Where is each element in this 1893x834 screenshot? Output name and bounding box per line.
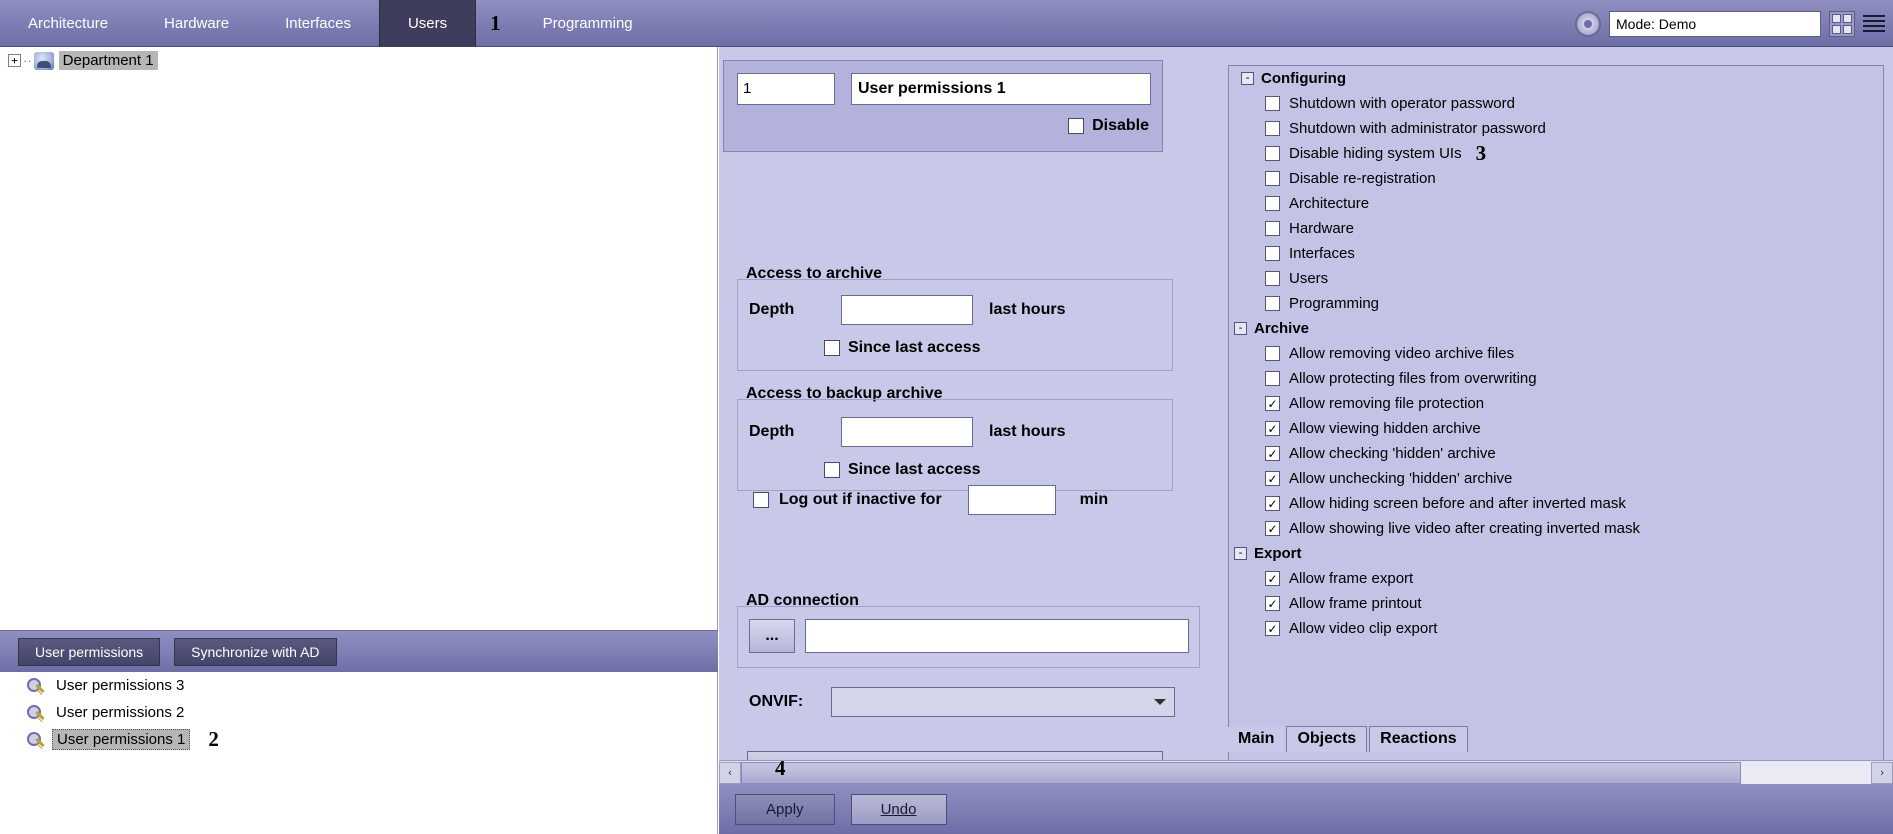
collapse-icon[interactable]: -: [1234, 322, 1247, 335]
collapse-icon[interactable]: -: [1241, 72, 1254, 85]
permission-label: Allow showing live video after creating inverted mask: [1289, 520, 1640, 537]
permission-checkbox[interactable]: [1265, 196, 1280, 211]
backup-depth-label: Depth: [749, 423, 795, 440]
permission-id-input[interactable]: 1: [737, 73, 835, 105]
list-item-label[interactable]: User permissions 2: [56, 704, 185, 721]
horizontal-scrollbar[interactable]: [719, 760, 1893, 784]
apply-button[interactable]: Apply: [735, 794, 835, 825]
permission-row[interactable]: [1229, 466, 1883, 491]
onvif-row: [749, 687, 1175, 717]
permission-checkbox[interactable]: [1265, 121, 1280, 136]
archive-depth-unit: last hours: [989, 301, 1066, 318]
gear-icon[interactable]: [1575, 11, 1601, 37]
permission-checkbox[interactable]: [1265, 246, 1280, 261]
ad-connection-row: [749, 619, 1189, 653]
permission-form-pane: [719, 47, 1219, 760]
tab-reactions[interactable]: Reactions: [1369, 726, 1467, 752]
permission-name-input[interactable]: User permissions 1: [851, 73, 1151, 105]
tab-objects[interactable]: Objects: [1286, 726, 1367, 752]
onvif-label: ONVIF:: [749, 693, 804, 710]
disable-label: Disable: [1092, 117, 1149, 134]
permission-checkbox[interactable]: [1265, 346, 1280, 361]
permission-tabs: [1228, 726, 1470, 752]
tree-item-label[interactable]: Department 1: [59, 51, 158, 70]
permission-checkbox[interactable]: ✓: [1265, 446, 1280, 461]
archive-depth-input[interactable]: [841, 295, 973, 325]
permission-label: Shutdown with operator password: [1289, 95, 1515, 112]
menu-item-architecture[interactable]: Architecture: [28, 15, 109, 32]
collapse-icon[interactable]: -: [1234, 547, 1247, 560]
permission-row[interactable]: [1229, 491, 1883, 516]
permission-checkbox[interactable]: [1265, 221, 1280, 236]
permission-checkbox[interactable]: [1265, 296, 1280, 311]
permissions-pane: [1219, 47, 1893, 760]
permission-label: Programming: [1289, 295, 1380, 312]
user-permissions-button[interactable]: User permissions: [18, 638, 160, 666]
permission-checkbox[interactable]: ✓: [1265, 521, 1280, 536]
permission-label: Allow video clip export: [1289, 620, 1438, 637]
permission-checkbox[interactable]: [1265, 371, 1280, 386]
grid-view-icon[interactable]: [1829, 11, 1855, 37]
expand-icon[interactable]: +: [8, 54, 21, 67]
synchronize-with-ad-button[interactable]: Synchronize with AD: [174, 638, 336, 666]
list-view-icon[interactable]: [1863, 11, 1885, 37]
permission-row[interactable]: [1229, 91, 1883, 116]
menu-item-hardware[interactable]: Hardware: [164, 15, 230, 32]
permission-label: Allow hiding screen before and after inverted mask: [1289, 495, 1626, 512]
ad-connection-title: AD connection: [746, 592, 859, 609]
section-title: Export: [1254, 545, 1302, 562]
mode-field[interactable]: Mode: Demo: [1609, 11, 1821, 37]
permission-checkbox[interactable]: ✓: [1265, 496, 1280, 511]
access-to-archive-title: Access to archive: [746, 265, 883, 282]
top-bar-right-controls: [1575, 0, 1893, 47]
permission-label: Allow removing file protection: [1289, 395, 1485, 412]
permission-checkbox[interactable]: ✓: [1265, 621, 1280, 636]
archive-depth-label: Depth: [749, 301, 795, 318]
permission-row[interactable]: [1229, 616, 1883, 641]
permissions-tree: [1228, 65, 1884, 761]
logout-inactive-checkbox[interactable]: [753, 492, 769, 508]
permission-row[interactable]: [1229, 591, 1883, 616]
permission-row[interactable]: [1229, 516, 1883, 541]
ad-path-input[interactable]: [805, 619, 1189, 653]
onvif-select[interactable]: [831, 687, 1175, 717]
permission-row[interactable]: [1229, 191, 1883, 216]
logout-inactive-label: Log out if inactive for: [779, 491, 942, 508]
section-title: Configuring: [1261, 70, 1346, 87]
backup-since-row: [824, 461, 981, 479]
permission-checkbox[interactable]: [1265, 96, 1280, 111]
user-permissions-list: [0, 672, 718, 834]
permission-row[interactable]: [1229, 566, 1883, 591]
permission-row[interactable]: [1229, 416, 1883, 441]
backup-since-last-access-label: Since last access: [848, 461, 981, 478]
permission-checkbox[interactable]: [1265, 271, 1280, 286]
list-item[interactable]: [0, 699, 717, 726]
permission-checkbox[interactable]: ✓: [1265, 596, 1280, 611]
archive-since-last-access-checkbox[interactable]: [824, 340, 840, 356]
permission-label: Allow viewing hidden archive: [1289, 420, 1481, 437]
access-to-backup-archive-title: Access to backup archive: [746, 385, 943, 402]
access-to-archive-group: [737, 279, 1173, 371]
permission-row[interactable]: [1229, 291, 1883, 316]
chevron-down-icon: [1154, 699, 1166, 705]
permission-row[interactable]: [1229, 266, 1883, 291]
scroll-right-arrow-icon[interactable]: ›: [1871, 762, 1893, 784]
bottom-action-bar: [719, 784, 1893, 834]
backup-since-last-access-checkbox[interactable]: [824, 462, 840, 478]
permission-label: Users: [1289, 270, 1329, 287]
permission-checkbox[interactable]: ✓: [1265, 571, 1280, 586]
permission-label: Disable re-registration: [1289, 170, 1436, 187]
permission-label: Interfaces: [1289, 245, 1355, 262]
permission-label: Disable hiding system UIs: [1289, 145, 1462, 162]
archive-since-row: [824, 339, 981, 357]
tab-main[interactable]: Main: [1228, 727, 1284, 752]
archive-since-last-access-label: Since last access: [848, 339, 981, 356]
permission-label: Allow protecting files from overwriting: [1289, 370, 1537, 387]
disable-row: [1068, 117, 1149, 135]
permission-checkbox[interactable]: [1265, 171, 1280, 186]
list-item-label[interactable]: User permissions 1: [52, 729, 190, 750]
undo-button-label: Undo: [880, 800, 917, 818]
tree-connector: ··: [23, 53, 32, 68]
callout-3: 3: [1475, 141, 1487, 165]
callout-2: 2: [208, 727, 219, 751]
menu-item-users[interactable]: Users: [379, 0, 476, 47]
backup-depth-input[interactable]: [841, 417, 973, 447]
tree-action-bar: [0, 630, 718, 672]
permission-label: Allow removing video archive files: [1289, 345, 1515, 362]
permission-label: Allow unchecking 'hidden' archive: [1289, 470, 1513, 487]
permission-label: Allow frame export: [1289, 570, 1414, 587]
permission-label: Allow frame printout: [1289, 595, 1422, 612]
permission-label: Architecture: [1289, 195, 1370, 212]
tree-row-department-1[interactable]: [0, 47, 717, 70]
permission-checkbox[interactable]: ✓: [1265, 471, 1280, 486]
permission-row[interactable]: [1229, 241, 1883, 266]
permission-row[interactable]: [1229, 441, 1883, 466]
permission-checkbox[interactable]: ✓: [1265, 421, 1280, 436]
list-item-label[interactable]: User permissions 3: [56, 677, 185, 694]
scroll-left-arrow-icon[interactable]: ‹: [719, 762, 741, 784]
permissions-section-export[interactable]: [1229, 541, 1883, 566]
menu-item-interfaces[interactable]: Interfaces: [285, 15, 351, 32]
archive-depth-row: [749, 295, 1065, 325]
permission-row[interactable]: [1229, 116, 1883, 141]
logout-inactive-row: [753, 485, 1108, 515]
permission-label: Allow checking 'hidden' archive: [1289, 445, 1496, 462]
undo-button[interactable]: [851, 794, 947, 825]
backup-depth-unit: last hours: [989, 423, 1066, 440]
key-icon: [26, 730, 46, 750]
permission-label: Hardware: [1289, 220, 1355, 237]
permission-row[interactable]: [1229, 166, 1883, 191]
identity-group: [723, 60, 1163, 152]
top-menu-bar: [0, 0, 1893, 47]
main-menu: [0, 0, 661, 47]
section-title: Archive: [1254, 320, 1310, 337]
list-item[interactable]: [0, 726, 717, 753]
permission-row[interactable]: [1229, 216, 1883, 241]
department-icon: [34, 52, 54, 70]
permission-checkbox[interactable]: ✓: [1265, 396, 1280, 411]
logout-inactive-unit: min: [1079, 491, 1109, 508]
object-tree-pane: [0, 47, 718, 630]
permission-row[interactable]: [1229, 366, 1883, 391]
ad-browse-button[interactable]: ...: [749, 619, 795, 653]
logout-inactive-input[interactable]: [968, 485, 1056, 515]
permission-checkbox[interactable]: [1265, 146, 1280, 161]
callout-4: 4: [775, 756, 786, 780]
permissions-section-archive[interactable]: [1229, 316, 1883, 341]
scrollbar-track[interactable]: [741, 762, 1871, 784]
permission-row[interactable]: [1229, 341, 1883, 366]
backup-depth-row: [749, 417, 1065, 447]
permission-row[interactable]: [1229, 391, 1883, 416]
list-item[interactable]: [0, 672, 717, 699]
callout-1: 1: [490, 11, 501, 35]
scrollbar-thumb[interactable]: [741, 762, 1741, 784]
permission-row[interactable]: [1229, 141, 1883, 166]
key-icon: [26, 676, 46, 696]
permissions-section-configuring[interactable]: [1229, 66, 1883, 91]
permission-label: Shutdown with administrator password: [1289, 120, 1546, 137]
menu-item-programming[interactable]: Programming: [542, 15, 633, 32]
key-icon: [26, 703, 46, 723]
disable-checkbox[interactable]: [1068, 118, 1084, 134]
